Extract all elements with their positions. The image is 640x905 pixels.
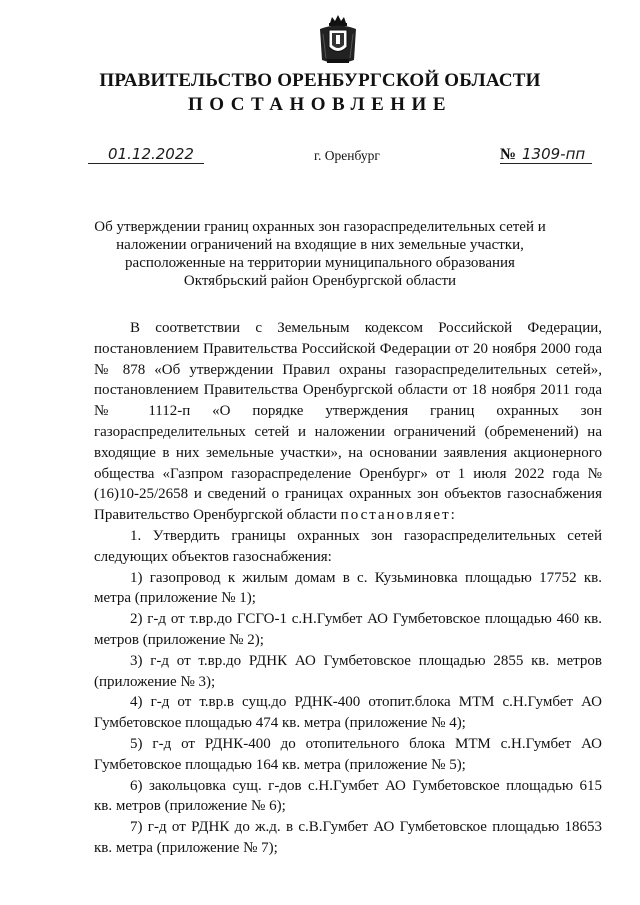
date-underline	[88, 163, 204, 164]
list-item: 3) г-д от т.вр.до РДНК АО Гумбетовское площадью 2855 кв. метров (приложение № 3);	[94, 652, 602, 690]
document-type: ПОСТАНОВЛЕНИЕ	[187, 94, 453, 115]
list-item: 6) закольцовка сущ. г-дов с.Н.Гумбет АО Гумбетовское площадью 615 кв. метров (приложение № 6);	[94, 777, 602, 815]
document-body	[94, 318, 602, 859]
number-label: №	[500, 146, 517, 163]
decree-date: 01.12.2022	[108, 145, 194, 163]
item-1-paragraph: 1. Утвердить границы охранных зон газораспределительных сетей следующих объектов газоснабжения:	[94, 527, 602, 565]
list-item: 1) газопровод к жилым домам в с. Кузьминовка площадью 17752 кв. метра (приложение № 1);	[94, 569, 602, 607]
list-item: 7) г-д от РДНК до ж.д. в с.В.Гумбет АО Гумбетовское площадью 18653 кв. метра (приложение № 7);	[94, 819, 602, 856]
decree-number: 1309-пп	[522, 145, 586, 163]
preamble-end: постановляет:	[340, 507, 457, 524]
number-underline	[500, 163, 592, 164]
government-name: ПРАВИТЕЛЬСТВО ОРЕНБУРГСКОЙ ОБЛАСТИ	[99, 70, 541, 91]
preamble-text: В соответствии с Земельным кодексом Российской Федерации, постановлением Правительства Российской Федерации от 20 ноября 2000 года № 878 «Об утверждении Правил охраны газораспределительных сетей», постановлением Правительства Оренбургской области от 18 ноября 2011 года № 1112-п «О порядке утверждения границ охранных зон газораспределительных сетей и наложении ограничений (обременений) на входящие в них земельные участки», на основании заявления акционерного общества «Газпром газораспределение Оренбург» от 1 июля 2022 года № (16)10-25/2658 и сведений о границах охранных зон объектов газоснабжения Правительство Оренбургской области	[94, 320, 602, 524]
list-item: 2) г-д от т.вр.до ГСГО-1 с.Н.Гумбет АО Гумбетовское площадью 460 кв. метров (приложение № 2);	[94, 611, 602, 648]
coat-of-arms-emblem	[317, 14, 359, 66]
list-item: 5) г-д от РДНК-400 до отопительного блока МТМ с.Н.Гумбет АО Гумбетовское площадью 164 кв. метра (приложение № 5);	[94, 735, 602, 773]
city-name: г. Оренбург	[314, 148, 380, 163]
preamble-paragraph	[94, 318, 602, 526]
document-title: Об утверждении границ охранных зон газораспределительных сетей и наложении ограничений на входящие в них земельные участки, расположенные на территории муниципального образования Октябрьский район Оренбургской области	[94, 219, 546, 289]
list-item: 4) г-д от т.вр.в сущ.до РДНК-400 отопит.блока МТМ с.Н.Гумбет АО Гумбетовское площадью 474 кв. метра (приложение № 4);	[94, 694, 602, 732]
